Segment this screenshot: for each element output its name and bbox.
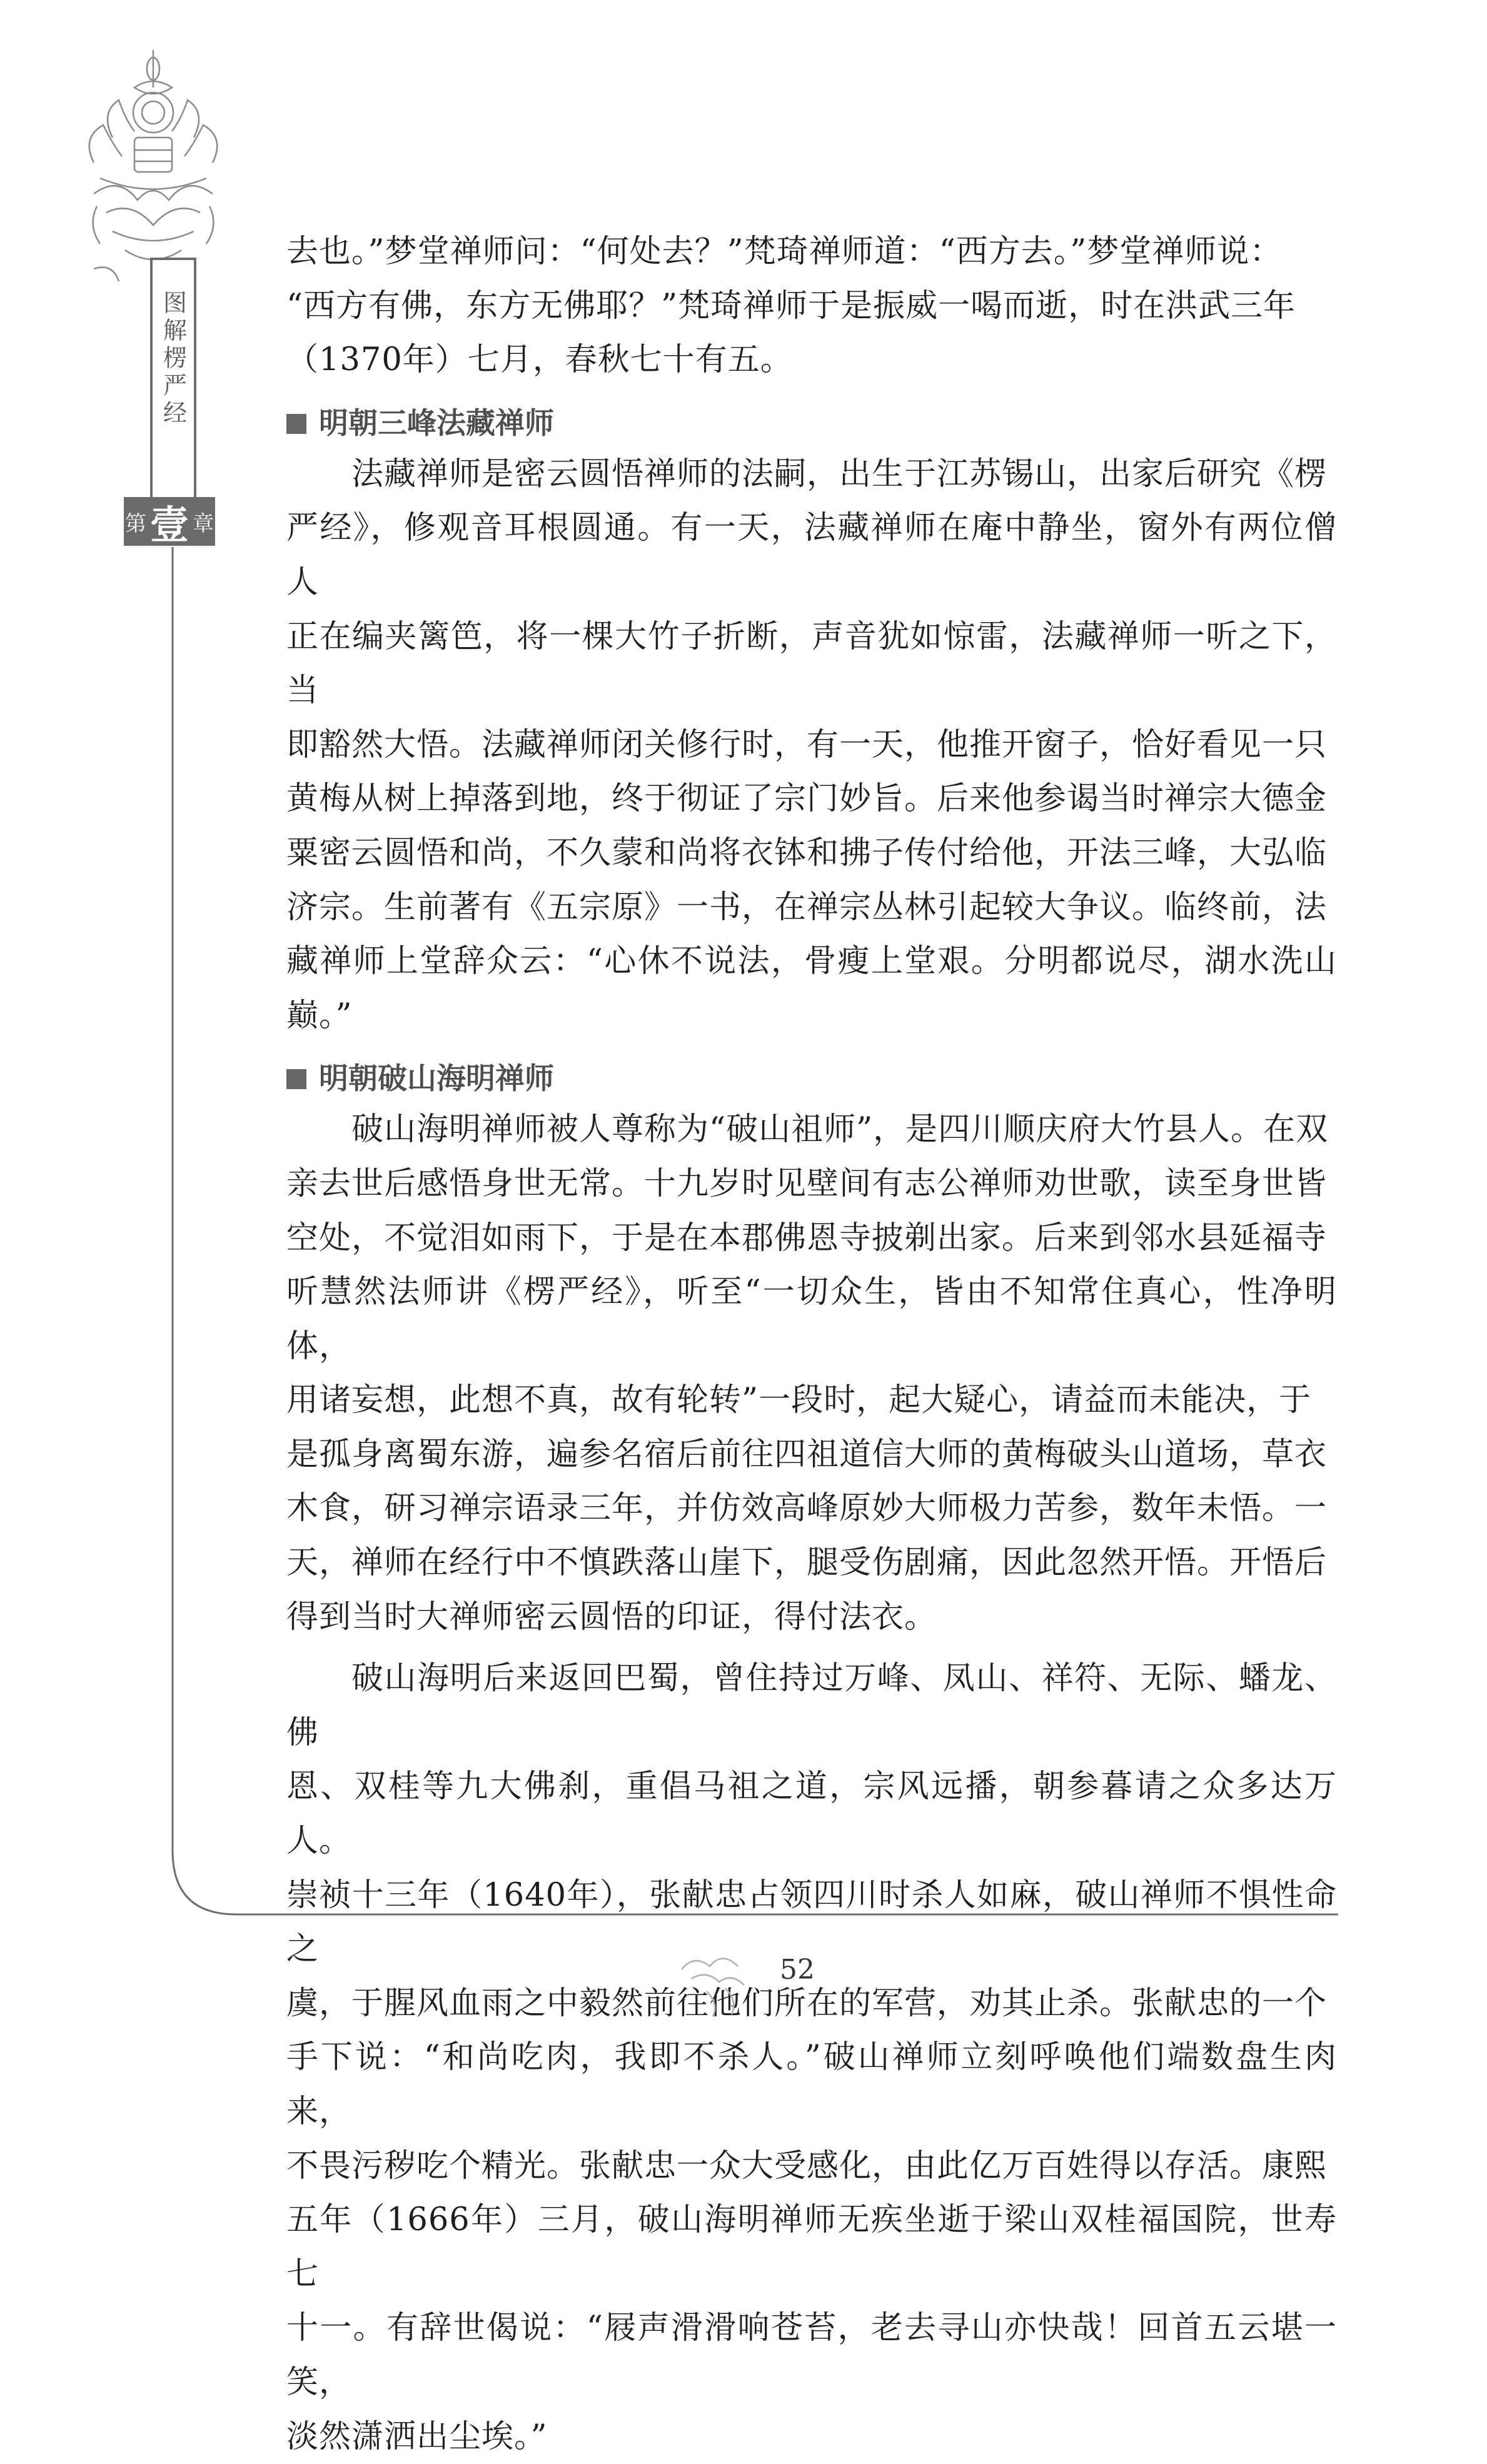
text-line: 五年（1666年）三月，破山海明禅师无疾坐逝于梁山双桂福国院，世寿七 xyxy=(286,2201,1337,2293)
text-line: 崇祯十三年（1640年），张献忠占领四川时杀人如麻，破山禅师不惧性命之 xyxy=(286,1876,1337,1968)
text-line: 法藏禅师是密云圆悟禅师的法嗣，出生于江苏锡山，出家后研究《楞 xyxy=(351,455,1328,493)
text-line: 正在编夹篱笆，将一棵大竹子折断，声音犹如惊雷，法藏禅师一听之下，当 xyxy=(286,618,1337,710)
section-heading xyxy=(286,400,1337,448)
text-line: 得到当时大禅师密云圆悟的印证，得付法衣。 xyxy=(286,1598,937,1636)
text-line: 不畏污秽吃个精光。张献忠一众大受感化，由此亿万百姓得以存活。康熙 xyxy=(286,2147,1328,2185)
text-line: 破山海明禅师被人尊称为“破山祖师”，是四川顺庆府大竹县人。在双 xyxy=(351,1111,1329,1149)
section2-paragraph-1 xyxy=(286,1103,1337,1644)
book-title: 图解楞严经 xyxy=(159,290,187,428)
text-line: 天，禅师在经行中不慎跌落山崖下，腿受伤剧痛，因此忽然开悟。开悟后 xyxy=(286,1544,1328,1582)
intro-line: （1370年）七月，春秋七十有五。 xyxy=(286,341,793,379)
text-line: 用诸妄想，此想不真，故有轮转”一段时，起大疑心，请益而未能决，于 xyxy=(286,1382,1312,1419)
intro-paragraph xyxy=(286,225,1337,388)
text-line: 破山海明后来返回巴蜀，曾住持过万峰、凤山、祥符、无际、蟠龙、佛 xyxy=(286,1660,1337,1751)
section-heading-text: 明朝破山海明禅师 xyxy=(319,1062,554,1097)
intro-line: 去也。”梦堂禅师问：“何处去？”梵琦禅师道：“西方去。”梦堂禅师说： xyxy=(286,233,1283,270)
text-line: 亲去世后感悟身世无常。十九岁时见壁间有志公禅师劝世歌，读至身世皆 xyxy=(286,1165,1328,1202)
intro-line: “西方有佛，东方无佛耶？”梵琦禅师于是振威一喝而逝，时在洪武三年 xyxy=(286,287,1296,324)
chapter-suffix: 章 xyxy=(193,511,214,536)
text-line: 严经》，修观音耳根圆通。有一天，法藏禅师在庵中静坐，窗外有两位僧人 xyxy=(286,510,1337,601)
page-number: 52 xyxy=(780,1954,815,1986)
section-heading xyxy=(286,1055,1337,1103)
chapter-label xyxy=(124,497,215,546)
text-line: 即豁然大悟。法藏禅师闭关修行时，有一天，他推开窗子，恰好看见一只 xyxy=(286,726,1328,763)
text-line: 木食，研习禅宗语录三年，并仿效高峰原妙大师极力苦参，数年未悟。一 xyxy=(286,1490,1328,1527)
text-line: 黄梅从树上掉落到地，终于彻证了宗门妙旨。后来他参谒当时禅宗大德金 xyxy=(286,780,1328,818)
text-line: 粟密云圆悟和尚，不久蒙和尚将衣钵和拂子传付给他，开法三峰，大弘临 xyxy=(286,834,1328,872)
chapter-prefix: 第 xyxy=(124,511,146,536)
square-bullet-icon xyxy=(286,1069,306,1089)
text-line: 是孤身离蜀东游，遍参名宿后前往四祖道信大师的黄梅破头山道场，草衣 xyxy=(286,1436,1328,1473)
cloud-ornament-icon xyxy=(669,1944,782,2019)
chapter-number: 壹 xyxy=(149,501,189,548)
text-line: 听慧然法师讲《楞严经》，听至“一切众生，皆由不知常住真心，性净明体， xyxy=(286,1274,1337,1365)
text-line: 淡然潇洒出尘埃。” xyxy=(286,2418,548,2455)
section2-paragraph-2 xyxy=(286,1652,1337,2464)
main-content xyxy=(286,225,1337,2464)
text-line: 空处，不觉泪如雨下，于是在本郡佛恩寺披剃出家。后来到邻水县延福寺 xyxy=(286,1219,1328,1257)
square-bullet-icon xyxy=(286,414,306,434)
text-line: 恩、双桂等九大佛刹，重倡马祖之道，宗风远播，朝参暮请之众多达万人。 xyxy=(286,1768,1337,1860)
text-line: 十一。有辞世偈说：“屐声滑滑响苍苔，老去寻山亦快哉！回首五云堪一笑， xyxy=(286,2310,1337,2401)
text-line: 济宗。生前著有《五宗原》一书，在禅宗丛林引起较大争议。临终前，法 xyxy=(286,888,1328,926)
section1-paragraph xyxy=(286,448,1337,1043)
text-line: 虞，于腥风血雨之中毅然前往他们所在的军营，劝其止杀。张献忠的一个 xyxy=(286,1984,1328,2022)
text-line: 藏禅师上堂辞众云：“心休不说法，骨瘦上堂艰。分明都说尽，湖水洗山巅。” xyxy=(286,943,1337,1034)
book-title-tab xyxy=(150,258,196,501)
text-line: 手下说：“和尚吃肉，我即不杀人。”破山禅师立刻呼唤他们端数盘生肉来， xyxy=(286,2039,1337,2130)
section-heading-text: 明朝三峰法藏禅师 xyxy=(319,406,554,441)
